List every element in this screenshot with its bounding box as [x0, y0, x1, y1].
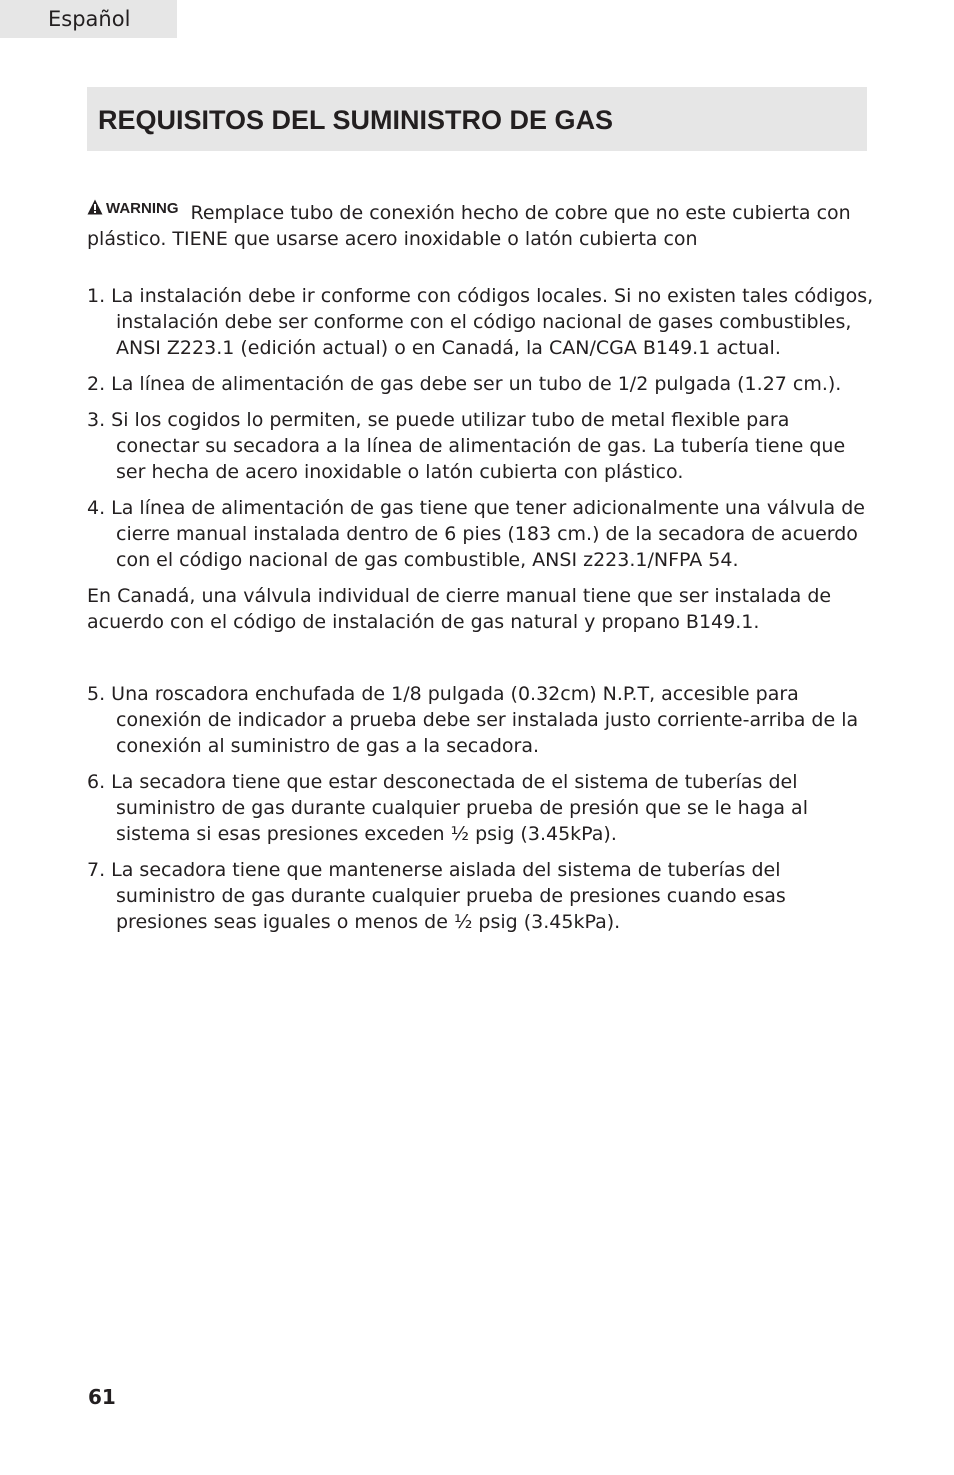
canada-note: En Canadá, una válvula individual de cierre manual tiene que ser instalada de acuerdo con el código de instalación de gas natural y propano B149.1. [87, 585, 832, 633]
warning-label: WARNING [106, 200, 179, 217]
warning-text: Remplace tubo de conexión hecho de cobre que no este cubierta con plástico. TIENE que usarse acero inoxidable o latón cubierta con [87, 202, 851, 250]
main-content [87, 196, 877, 945]
list-item: 2. La línea de alimentación de gas debe ser un tubo de 1/2 pulgada (1.27 cm.). [87, 373, 842, 395]
page-number: 61 [88, 1385, 116, 1409]
requirements-list-part2 [87, 681, 877, 935]
list-item: 1. La instalación debe ir conforme con códigos locales. Si no existen tales códigos, instalación debe ser conforme con el código nacional de gases combustibles, ANSI Z223.1 (edición actual) o en Canadá, la CAN/CGA B149.1 actual. [87, 285, 874, 359]
section-title-bar [87, 87, 867, 151]
list-item: 7. La secadora tiene que mantenerse aislada del sistema de tuberías del suministro de gas durante cualquier prueba de presiones cuando esas presiones seas iguales o menos de ½ psig (3.45kPa). [87, 859, 786, 933]
warning-badge [87, 196, 179, 222]
list-item: 3. Si los cogidos lo permiten, se puede utilizar tubo de metal flexible para conectar su secadora a la línea de alimentación de gas. La tubería tiene que ser hecha de acero inoxidable o latón cubierta con plástico. [87, 409, 846, 483]
list-item: 5. Una roscadora enchufada de 1/8 pulgada (0.32cm) N.P.T, accesible para conexión de indicador a prueba debe ser instalada justo corriente-arriba de la conexión al suministro de gas a la secadora. [87, 683, 859, 757]
warning-paragraph [87, 196, 877, 252]
section-title: REQUISITOS DEL SUMINISTRO DE GAS [98, 105, 614, 135]
list-item: 6. La secadora tiene que estar desconectada de el sistema de tuberías del suministro de gas durante cualquier prueba de presión que se le haga al sistema si esas presiones exceden ½ psig (3.45kPa). [87, 771, 808, 845]
language-tab-label: Español [48, 7, 131, 31]
list-item: 4. La línea de alimentación de gas tiene que tener adicionalmente una válvula de cierre manual instalada dentro de 6 pies (183 cm.) de la secadora de acuerdo con el código nacional de gas combustible, ANSI z223.1/NFPA 54. [87, 497, 865, 571]
language-tab [0, 0, 177, 38]
warning-triangle-icon [87, 199, 103, 215]
requirements-list-part1 [87, 283, 877, 573]
